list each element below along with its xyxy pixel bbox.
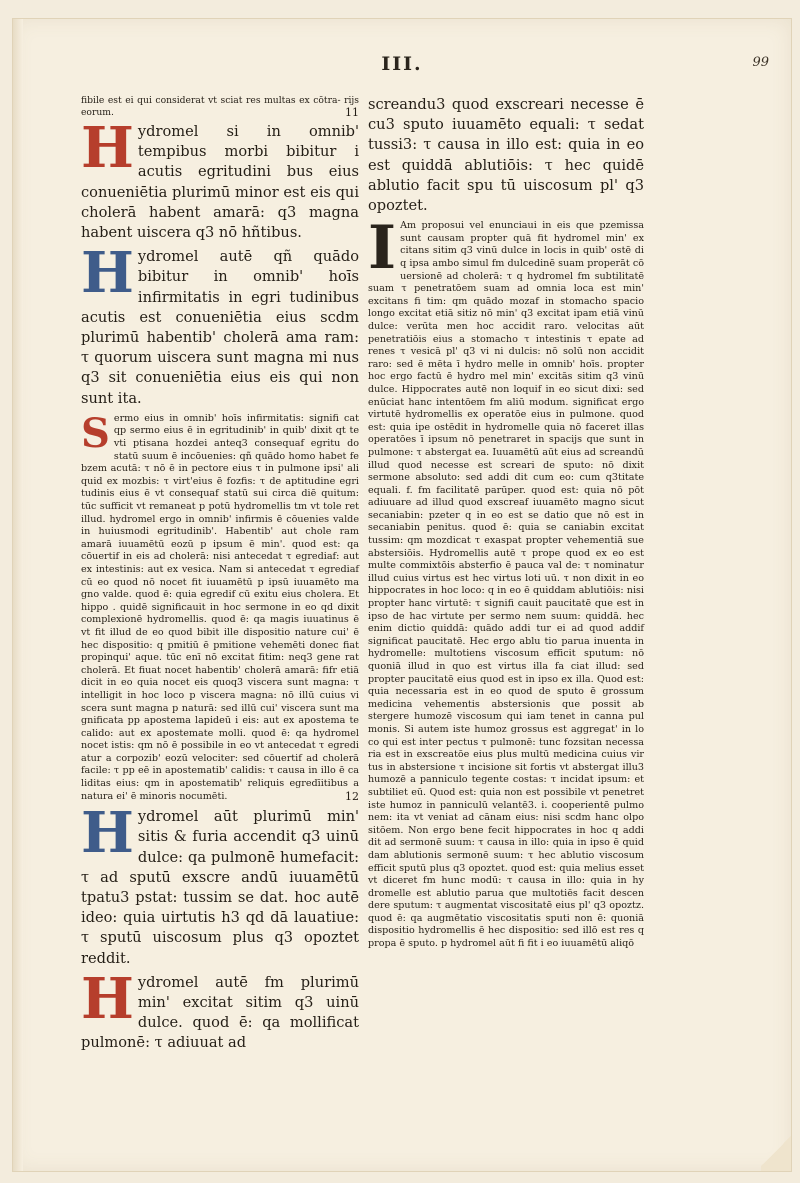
text-paragraph-4 [81, 965, 359, 1054]
commentary-paragraph-2 [368, 213, 644, 950]
folio-number: 99 [752, 55, 769, 70]
initial-letter: H [81, 800, 134, 867]
text-paragraph-3 [81, 800, 359, 969]
section-number: 11 [345, 105, 359, 119]
section-number: 12 [345, 789, 359, 803]
right-column [368, 95, 644, 955]
paragraph-text: screandu3 quod exscreari necesse ē cu3 sputo iuuamēto equali: τ sedat tussi3: τ causa in illo est: quia in eo est quiddā ablutiōis: τ hec quidē ablutio facit spu tū uiscosum pl' q3 opoztet. [368, 96, 644, 215]
commentary-paragraph-1 [81, 409, 359, 803]
initial-letter: H [81, 240, 134, 307]
initial-letter: H [81, 965, 134, 1032]
commentary-text: Am proposui vel enunciaui in eis que pzemissa sunt causam propter quā fit hydromel min' ex citans sitim q3 vinū dulce in locis in quib' ostē di q ipsa ambo simul fm dulcedinē suam properāt cō uersionē ad cholerā: τ q hydromel fm subtilitatē suam τ penetratōem suam ad omnia loca est min' excitans fi tim: qm quādo mozaf in stomacho spacio longo excitat etiā sitiz nō min' q3 excitat ipam etiā vinū dulce: verūta men hoc accidit raro. velocitas aūt penetratiōis eius a stomacho τ intestinis τ epate ad renes τ vesicā pl' q3 vi ni dulcis: nō solū non accidit raro: sed ē mēta ī hydro melle in omnib' hoīs. propter hoc ergo factū ē hydro mel min' excitās sitim q3 vinū dulce. Hippocrates autē non loquif in eo sicut dixi: sed enūciat hanc intentōem fm aliū modum. significat ergo virtutē hydromellis ex operatōe eius in pulmone. quod est: quia ipe ostēdit in hydromelle quia nō faceret illas operatōes ī ipsum nō penetraret in spacijs que sunt in pulmone: τ abstergat ea. Iuuamētū aūt eius ad screandū illud quod necesse est screari de sputo: nō dixit sermone absoluto: sed addi dit cum eo: cum q3titate equali. f. fm facilitatē parūper. quod est: quia nō pōt adiuuare ad illud quod exscreaf iuuamēto magno sicut secaniabin: pzeter q in eo est se datio que nō est in secaniabin penitus. quod ē: quia se caniabin excitat tussim: qm mozdicat τ exaspat propter vehementiā sue abstersiōis. Hydromellis autē τ prope quod ex eo est multe commixtōis absterfio ē pauca val de: τ nominatur illud cuius virtus est hec virtus loti uū. τ non dixit in eo hippocrates in hoc loco: q in eo ē quiddam ablutiōis: nisi propter hanc virtutē: τ signifi cauit paucitatē que est in ipso de hac virtute per sermo nem suum: quiddā. hec enim dictio quiddā: quādo addi tur ei ad quod addif significat paucitatē. Hec ergo ablu tio parua inuenta in hydromelle: multotiens viscosum efficit sputum: nō quoniā illud in quo est virtus illa fa ciat illud: sed propter paucitatē eius quod est in ipso ex illa. Quod est: quia necessaria est in eo quod de sputo ē grossum medicina vehementis abstersionis que possit ab stergere humozē viscosum qui iam tenet in canna pul monis. Si autem iste humoz grossus est aggregat' in lo co qui est inter pectus τ pulmonē: tunc fozsitan necessa ria est in exscreatōe eius plus multū medicina cuius vir tus in abstersione τ incisione sit fortis vt abstergat illu3 humozē a panniculo tegente costas: τ incidat ipsum: et subtiliet eū. Quod est: quia non est possibile vt penetret iste humoz in panniculū velantē3. i. cooperientē pulmo nem: ita vt veniat ad cānam eius: nisi scdm hanc olpo sitōem. Non ergo bene fecit hippocrates in hoc q addi dit ad sermonē suum: τ causa in illo: quia in ipso ē quid dam ablutionis sermonē suum: τ hec ablutio viscosum efficit sputū plus q3 opoztet. quod est: quia melius esset vt diceret fm hunc modū: τ causa in illo: quia in hy dromelle est ablutio parua que multotiēs facit descen dere sputum: τ augmentat viscositatē eius pl' q3 opoztz. quod ē: qa augmētatio viscositatis sputi non ē: quoniā dispositio hydromellis ē hec dispositio: sed illō est res q propa ē sputo. p hydromel aūt fi fit i eo iuuamētū aliqō [368, 220, 644, 950]
initial-letter: H [81, 115, 134, 181]
manuscript-page [12, 18, 792, 1172]
text-paragraph-1 [81, 115, 359, 243]
text-paragraph-continued [368, 95, 644, 216]
torn-corner [761, 1131, 791, 1171]
commentary-text: ermo eius in omnib' hoīs infirmitatis: signifi cat qp sermo eius ē in egritudinib' in quib' dixit qt te vti ptisana hozdei anteq3 consequaf egritu do statū suum ē incōuenies: qñ quādo homo habet fe bzem acutā: τ nō ē in pectore eius τ in pulmone ipsi' ali quid ex mozbis: τ virt'eius ē fozfis: τ de aptitudine egri tudinis eius ē vt consequaf statū sui circa diē quitum: tūc sufficit vt remaneat p potū hydromellis tm vt tole ret illud. hydromel ergo in omnib' infirmis ē cōuenies valde in huiusmodi egritudinib'. Habentib' aut chole ram amarā iuuamētū eozū p ipsum ē min'. quod est: qa cōuertif in eis ad cholerā: nisi antecedat τ egrediaf: aut ex intestinis: aut ex vesica. Nam si antecedat τ egrediaf cū eo quod nō nocet fit iuuamētū p ipsū iuuamēto ma gno valde. quod ē: quia egredif cū exitu eius cholera. Et hippo . quidē significauit in hoc sermone in eo qd dixit complexionē hydromellis. quod ē: qa magis iuuatinus ē vt fit illud de eo quod bibit ille dispositio nature cui' ē hec dispositio: q pmitiū ē pmitione vehemēti donec fiat propinqui' aque. tūc enī nō excitat fitim: neq3 gene rat cholerā. Et fiuat nocet habentib' cholerā amarā: fifr etiā dicit in eo quia nocet eis quoq3 viscera sunt magna: τ intelligit in hoc loco p viscera magna: nō illū cuius vi scera sunt magna p naturā: sed illū cui' viscera sunt ma gnificata pp apostema lapideū i eis: aut ex apostema te calido: aut ex apostemate molli. quod ē: qa hydromel nocet istis: qm nō ē possibile in eo vt antecedat τ egredi atur a corpozib' eozū velociter: sed cōuertif ad cholerā facile: τ pp eē in apostematib' calidis: τ causa in illo ē ca liditas eius: qm in apostematib' reliquis egredīitibus a natura ei' ē minoris nocumēti. [81, 412, 359, 802]
paragraph-text: ydromel aūt plurimū min' sitis & furia accendit q3 uinū dulce: qa pulmonē humefacit: τ ad sputū exscre andū iuuamētū tpatu3 pstat: tussim se dat. hoc autē ideo: quia uirtutis h3 qd dā lauatiue: τ sputū uiscosum plus q3 opoztet reddit. [81, 808, 359, 967]
initial-letter: I [368, 213, 397, 284]
paragraph-text: ydromel si in omnib' tempibus morbi bibitur i acutis egritudini bus eius conueniētia plurimū minor est eis qui cholerā habent amarā: q3 magna habent uiscera q3 nō hñtibus. [81, 123, 359, 242]
running-title: III. [381, 53, 423, 75]
left-column [81, 95, 359, 1058]
text-paragraph-2 [81, 240, 359, 409]
paragraph-text: ydromel autē fm plurimū min' excitat sitim q3 uinū dulce. quod ē: qa mollificat pulmonē: τ adiuuat ad [81, 973, 359, 1052]
initial-letter: S [81, 409, 110, 457]
intro-line: fibile est ei qui considerat vt sciat res multas ex cōtra- rijs eorum. [81, 95, 359, 118]
page-fold-shadow [13, 19, 23, 1171]
paragraph-text: ydromel autē qñ quādo bibitur in omnib' hoīs infirmitatis in egri tudinibus acutis est conueniētia eius scdm plurimū habentib' cholerā ama ram: τ quorum uiscera sunt magna mi nus q3 sit conueniētia eius eis qui non sunt ita. [81, 248, 359, 407]
